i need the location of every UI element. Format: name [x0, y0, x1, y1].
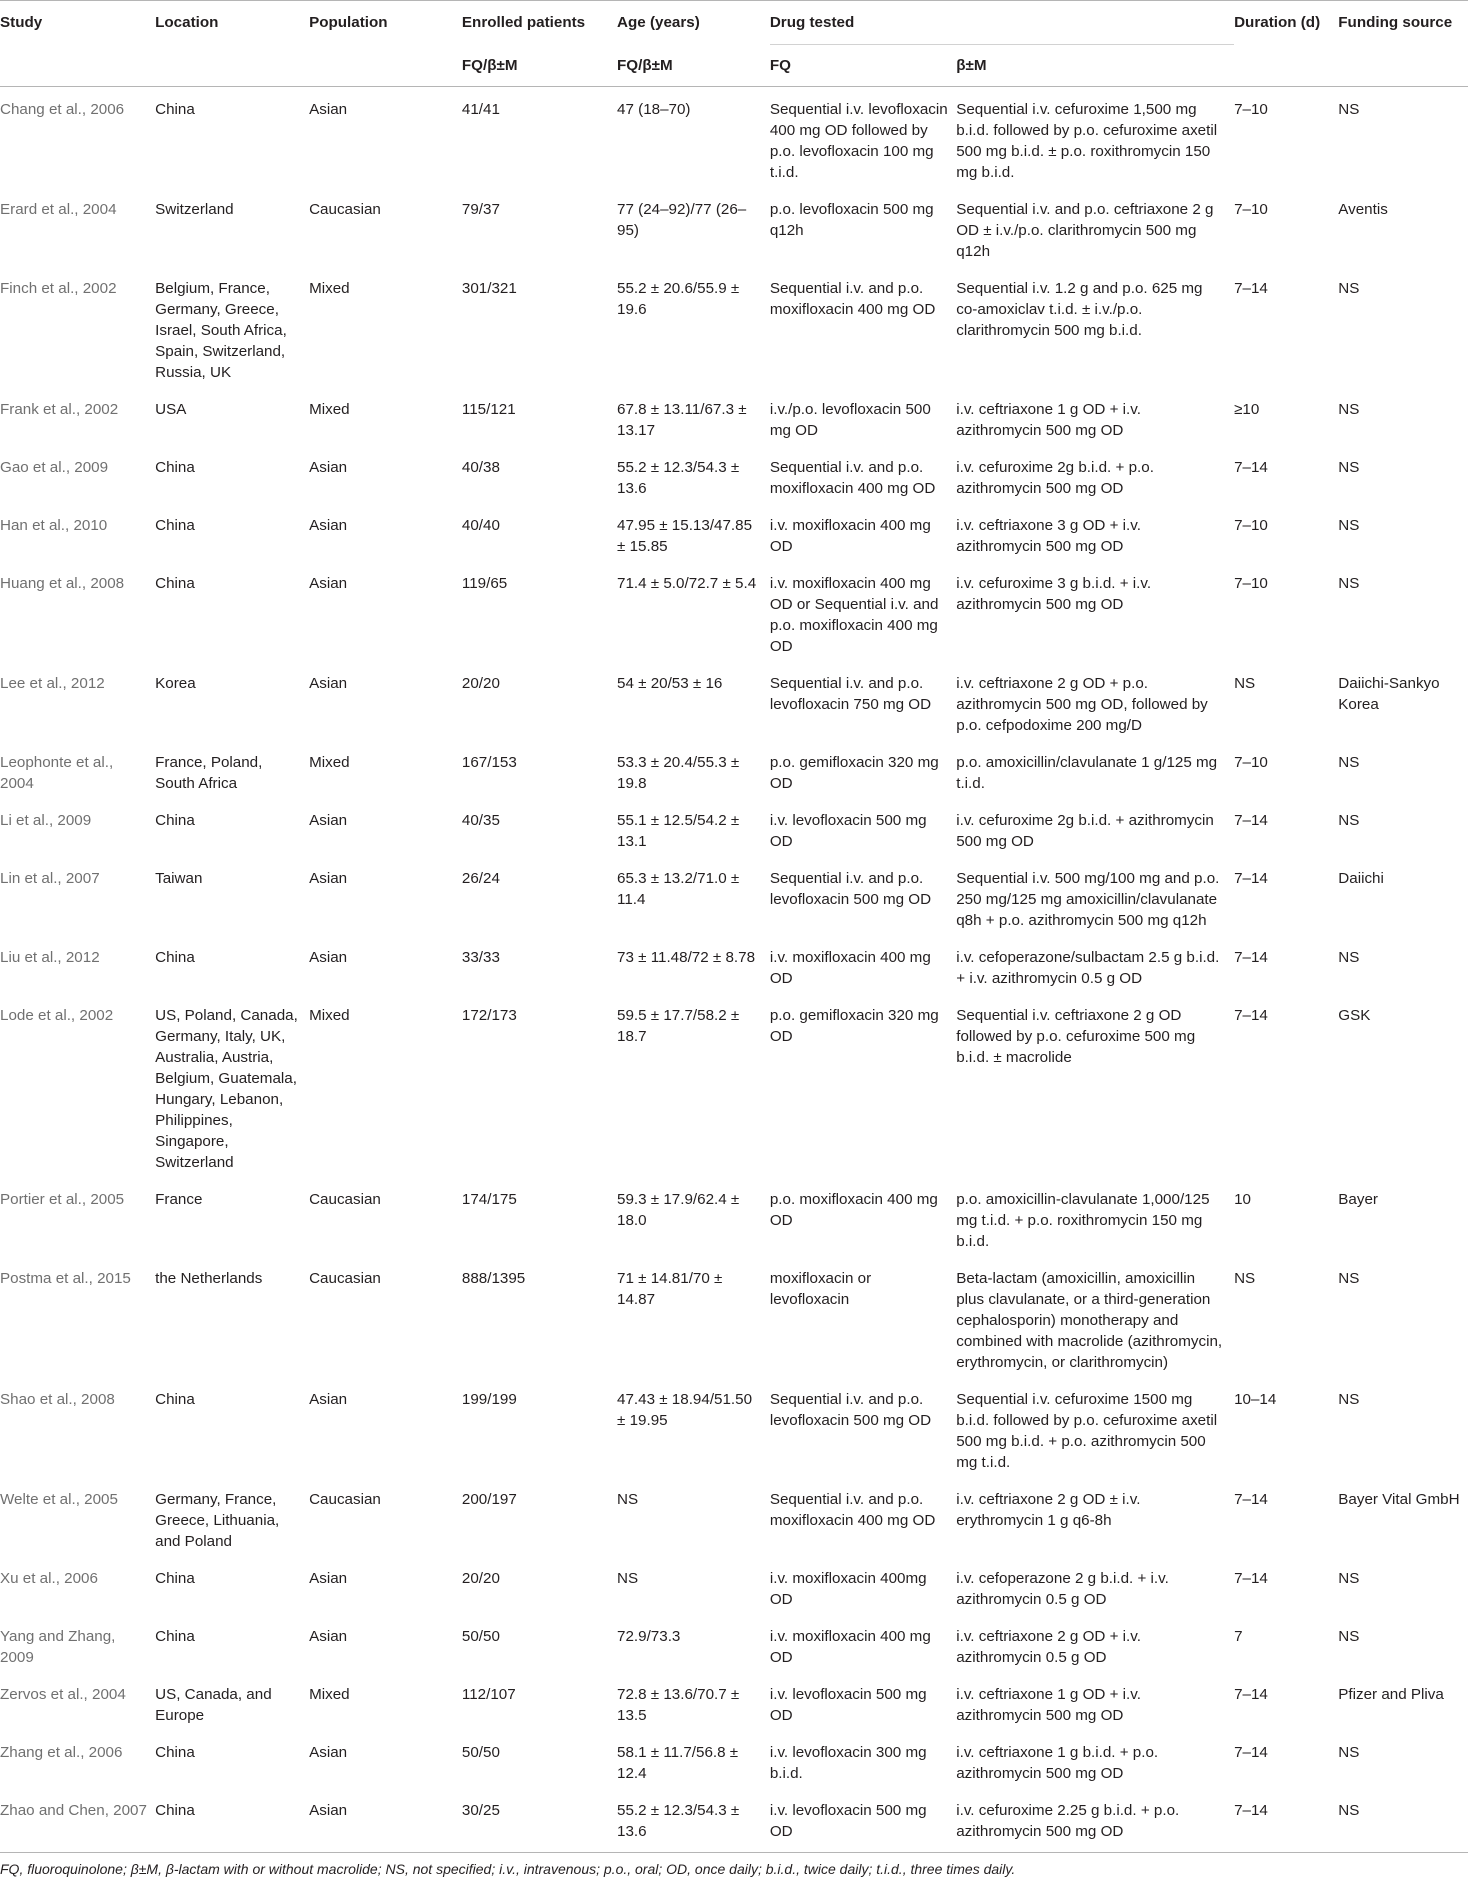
duration-cell: NS: [1234, 1259, 1338, 1380]
population-cell: Asian: [309, 938, 462, 996]
fq-drug-cell: Sequential i.v. and p.o. moxifloxacin 400 mg OD: [770, 448, 956, 506]
location-cell: China: [155, 1733, 309, 1791]
beta-lactam-drug-cell: Sequential i.v. ceftriaxone 2 g OD followed by p.o. cefuroxime 500 mg b.i.d. ± macrolide: [956, 996, 1234, 1180]
table-row: [0, 506, 1468, 564]
enrolled-cell: 40/38: [462, 448, 617, 506]
population-cell: Caucasian: [309, 1259, 462, 1380]
fq-drug-cell: Sequential i.v. levofloxacin 400 mg OD followed by p.o. levofloxacin 100 mg t.i.d.: [770, 87, 956, 191]
header-drug-tested: Drug tested: [770, 1, 1234, 45]
population-cell: Mixed: [309, 1675, 462, 1733]
beta-lactam-drug-cell: i.v. cefuroxime 2g b.i.d. + azithromycin 500 mg OD: [956, 801, 1234, 859]
fq-drug-cell: i.v. levofloxacin 500 mg OD: [770, 801, 956, 859]
table-row: [0, 1559, 1468, 1617]
age-cell: 59.5 ± 17.7/58.2 ± 18.7: [617, 996, 770, 1180]
beta-lactam-drug-cell: i.v. ceftriaxone 1 g b.i.d. + p.o. azithromycin 500 mg OD: [956, 1733, 1234, 1791]
subheader-fq: FQ: [770, 45, 956, 87]
population-cell: Caucasian: [309, 1480, 462, 1559]
study-cell: Portier et al., 2005: [0, 1180, 155, 1259]
enrolled-cell: 167/153: [462, 743, 617, 801]
fq-drug-cell: p.o. gemifloxacin 320 mg OD: [770, 743, 956, 801]
duration-cell: 7–14: [1234, 801, 1338, 859]
study-cell: Gao et al., 2009: [0, 448, 155, 506]
location-cell: China: [155, 506, 309, 564]
study-cell: Welte et al., 2005: [0, 1480, 155, 1559]
enrolled-cell: 40/35: [462, 801, 617, 859]
location-cell: Switzerland: [155, 190, 309, 269]
fq-drug-cell: p.o. moxifloxacin 400 mg OD: [770, 1180, 956, 1259]
study-cell: Lin et al., 2007: [0, 859, 155, 938]
enrolled-cell: 172/173: [462, 996, 617, 1180]
funding-cell: NS: [1338, 269, 1468, 390]
funding-cell: Daiichi-Sankyo Korea: [1338, 664, 1468, 743]
fq-drug-cell: i.v. levofloxacin 500 mg OD: [770, 1791, 956, 1853]
duration-cell: 10: [1234, 1180, 1338, 1259]
population-cell: Asian: [309, 448, 462, 506]
funding-cell: Bayer Vital GmbH: [1338, 1480, 1468, 1559]
beta-lactam-drug-cell: Sequential i.v. and p.o. ceftriaxone 2 g OD ± i.v./p.o. clarithromycin 500 mg q12h: [956, 190, 1234, 269]
beta-lactam-drug-cell: i.v. cefoperazone 2 g b.i.d. + i.v. azithromycin 0.5 g OD: [956, 1559, 1234, 1617]
duration-cell: 7: [1234, 1617, 1338, 1675]
population-cell: Asian: [309, 87, 462, 191]
age-cell: 71.4 ± 5.0/72.7 ± 5.4: [617, 564, 770, 664]
duration-cell: 7–10: [1234, 87, 1338, 191]
age-cell: 55.2 ± 20.6/55.9 ± 19.6: [617, 269, 770, 390]
funding-cell: NS: [1338, 506, 1468, 564]
population-cell: Asian: [309, 801, 462, 859]
age-cell: 71 ± 14.81/70 ± 14.87: [617, 1259, 770, 1380]
location-cell: China: [155, 1617, 309, 1675]
table-row: [0, 938, 1468, 996]
beta-lactam-drug-cell: i.v. cefoperazone/sulbactam 2.5 g b.i.d. + i.v. azithromycin 0.5 g OD: [956, 938, 1234, 996]
study-cell: Liu et al., 2012: [0, 938, 155, 996]
header-row: [0, 1, 1468, 45]
fq-drug-cell: i.v./p.o. levofloxacin 500 mg OD: [770, 390, 956, 448]
duration-cell: NS: [1234, 664, 1338, 743]
table-row: [0, 1617, 1468, 1675]
age-cell: 55.1 ± 12.5/54.2 ± 13.1: [617, 801, 770, 859]
enrolled-cell: 50/50: [462, 1617, 617, 1675]
funding-cell: Daiichi: [1338, 859, 1468, 938]
footnote: FQ, fluoroquinolone; β±M, β-lactam with or without macrolide; NS, not specified; i.v., intravenous; p.o., oral; OD, once daily; b.i.d., twice daily; t.i.d., three times daily.: [0, 1853, 1468, 1886]
age-cell: 58.1 ± 11.7/56.8 ± 12.4: [617, 1733, 770, 1791]
population-cell: Mixed: [309, 996, 462, 1180]
age-cell: 65.3 ± 13.2/71.0 ± 11.4: [617, 859, 770, 938]
study-cell: Leophonte et al., 2004: [0, 743, 155, 801]
population-cell: Asian: [309, 1733, 462, 1791]
enrolled-cell: 40/40: [462, 506, 617, 564]
duration-cell: 7–14: [1234, 1559, 1338, 1617]
age-cell: 47.95 ± 15.13/47.85 ± 15.85: [617, 506, 770, 564]
study-cell: Lode et al., 2002: [0, 996, 155, 1180]
funding-cell: Pfizer and Pliva: [1338, 1675, 1468, 1733]
age-cell: 72.9/73.3: [617, 1617, 770, 1675]
age-cell: 77 (24–92)/77 (26–95): [617, 190, 770, 269]
table-row: [0, 743, 1468, 801]
fq-drug-cell: moxifloxacin or levofloxacin: [770, 1259, 956, 1380]
enrolled-cell: 20/20: [462, 1559, 617, 1617]
table-row: [0, 448, 1468, 506]
study-cell: Lee et al., 2012: [0, 664, 155, 743]
beta-lactam-drug-cell: Sequential i.v. 500 mg/100 mg and p.o. 250 mg/125 mg amoxicillin/clavulanate q8h + p.o. azithromycin 500 mg q12h: [956, 859, 1234, 938]
duration-cell: 7–14: [1234, 1733, 1338, 1791]
enrolled-cell: 41/41: [462, 87, 617, 191]
beta-lactam-drug-cell: Sequential i.v. cefuroxime 1,500 mg b.i.d. followed by p.o. cefuroxime axetil 500 mg b.i.d. ± p.o. roxithromycin 150 mg b.i.d.: [956, 87, 1234, 191]
population-cell: Asian: [309, 1617, 462, 1675]
fq-drug-cell: p.o. gemifloxacin 320 mg OD: [770, 996, 956, 1180]
population-cell: Asian: [309, 1380, 462, 1480]
population-cell: Caucasian: [309, 1180, 462, 1259]
enrolled-cell: 115/121: [462, 390, 617, 448]
duration-cell: 7–14: [1234, 1791, 1338, 1853]
study-cell: Erard et al., 2004: [0, 190, 155, 269]
population-cell: Asian: [309, 564, 462, 664]
study-cell: Chang et al., 2006: [0, 87, 155, 191]
header-population: Population: [309, 1, 462, 87]
funding-cell: NS: [1338, 564, 1468, 664]
duration-cell: 7–10: [1234, 564, 1338, 664]
study-cell: Yang and Zhang, 2009: [0, 1617, 155, 1675]
study-cell: Xu et al., 2006: [0, 1559, 155, 1617]
fq-drug-cell: i.v. moxifloxacin 400 mg OD or Sequential i.v. and p.o. moxifloxacin 400 mg OD: [770, 564, 956, 664]
enrolled-cell: 79/37: [462, 190, 617, 269]
age-cell: 47 (18–70): [617, 87, 770, 191]
enrolled-cell: 30/25: [462, 1791, 617, 1853]
age-cell: 54 ± 20/53 ± 16: [617, 664, 770, 743]
beta-lactam-drug-cell: i.v. ceftriaxone 1 g OD + i.v. azithromycin 500 mg OD: [956, 390, 1234, 448]
fq-drug-cell: i.v. moxifloxacin 400mg OD: [770, 1559, 956, 1617]
header-study: Study: [0, 1, 155, 87]
location-cell: Korea: [155, 664, 309, 743]
table-row: [0, 1791, 1468, 1853]
table-row: [0, 1380, 1468, 1480]
header-location: Location: [155, 1, 309, 87]
age-cell: 47.43 ± 18.94/51.50 ± 19.95: [617, 1380, 770, 1480]
table-row: [0, 390, 1468, 448]
location-cell: China: [155, 1380, 309, 1480]
subheader-enrolled: FQ/β±M: [462, 45, 617, 87]
study-cell: Finch et al., 2002: [0, 269, 155, 390]
beta-lactam-drug-cell: p.o. amoxicillin/clavulanate 1 g/125 mg t.i.d.: [956, 743, 1234, 801]
study-cell: Li et al., 2009: [0, 801, 155, 859]
footnote-row: [0, 1853, 1468, 1886]
table-row: [0, 1480, 1468, 1559]
fq-drug-cell: Sequential i.v. and p.o. levofloxacin 500 mg OD: [770, 859, 956, 938]
location-cell: Belgium, France, Germany, Greece, Israel, South Africa, Spain, Switzerland, Russia, UK: [155, 269, 309, 390]
location-cell: France, Poland, South Africa: [155, 743, 309, 801]
population-cell: Asian: [309, 1559, 462, 1617]
population-cell: Mixed: [309, 269, 462, 390]
study-cell: Frank et al., 2002: [0, 390, 155, 448]
table-row: [0, 859, 1468, 938]
age-cell: 59.3 ± 17.9/62.4 ± 18.0: [617, 1180, 770, 1259]
location-cell: China: [155, 1559, 309, 1617]
population-cell: Asian: [309, 664, 462, 743]
beta-lactam-drug-cell: p.o. amoxicillin-clavulanate 1,000/125 mg t.i.d. + p.o. roxithromycin 150 mg b.i.d.: [956, 1180, 1234, 1259]
header-age: Age (years): [617, 1, 770, 45]
header-duration: Duration (d): [1234, 1, 1338, 87]
table-body: [0, 87, 1468, 1853]
fq-drug-cell: i.v. moxifloxacin 400 mg OD: [770, 1617, 956, 1675]
funding-cell: NS: [1338, 743, 1468, 801]
table-row: [0, 1180, 1468, 1259]
study-cell: Zhang et al., 2006: [0, 1733, 155, 1791]
enrolled-cell: 26/24: [462, 859, 617, 938]
age-cell: 53.3 ± 20.4/55.3 ± 19.8: [617, 743, 770, 801]
location-cell: USA: [155, 390, 309, 448]
location-cell: Germany, France, Greece, Lithuania, and Poland: [155, 1480, 309, 1559]
beta-lactam-drug-cell: Beta-lactam (amoxicillin, amoxicillin plus clavulanate, or a third-generation cephalosporin) monotherapy and combined with macrolide (azithromycin, erythromycin, or clarithromycin): [956, 1259, 1234, 1380]
beta-lactam-drug-cell: i.v. ceftriaxone 2 g OD + p.o. azithromycin 500 mg OD, followed by p.o. cefpodoxime 200 mg/D: [956, 664, 1234, 743]
beta-lactam-drug-cell: i.v. ceftriaxone 2 g OD + i.v. azithromycin 0.5 g OD: [956, 1617, 1234, 1675]
duration-cell: 10–14: [1234, 1380, 1338, 1480]
table-row: [0, 190, 1468, 269]
beta-lactam-drug-cell: i.v. cefuroxime 2g b.i.d. + p.o. azithromycin 500 mg OD: [956, 448, 1234, 506]
table-footer: [0, 1853, 1468, 1886]
funding-cell: NS: [1338, 1380, 1468, 1480]
fq-drug-cell: Sequential i.v. and p.o. levofloxacin 750 mg OD: [770, 664, 956, 743]
population-cell: Asian: [309, 506, 462, 564]
funding-cell: NS: [1338, 1733, 1468, 1791]
table-header: [0, 1, 1468, 87]
funding-cell: NS: [1338, 1617, 1468, 1675]
population-cell: Asian: [309, 1791, 462, 1853]
enrolled-cell: 199/199: [462, 1380, 617, 1480]
funding-cell: Aventis: [1338, 190, 1468, 269]
age-cell: 55.2 ± 12.3/54.3 ± 13.6: [617, 448, 770, 506]
funding-cell: NS: [1338, 938, 1468, 996]
location-cell: US, Poland, Canada, Germany, Italy, UK, Australia, Austria, Belgium, Guatemala, Hungary, Lebanon, Philippines, Singapore, Switzerland: [155, 996, 309, 1180]
table-row: [0, 269, 1468, 390]
duration-cell: 7–14: [1234, 1480, 1338, 1559]
enrolled-cell: 888/1395: [462, 1259, 617, 1380]
duration-cell: 7–14: [1234, 938, 1338, 996]
table-row: [0, 664, 1468, 743]
age-cell: 73 ± 11.48/72 ± 8.78: [617, 938, 770, 996]
beta-lactam-drug-cell: Sequential i.v. 1.2 g and p.o. 625 mg co-amoxiclav t.i.d. ± i.v./p.o. clarithromycin 500 mg b.i.d.: [956, 269, 1234, 390]
location-cell: the Netherlands: [155, 1259, 309, 1380]
enrolled-cell: 20/20: [462, 664, 617, 743]
enrolled-cell: 112/107: [462, 1675, 617, 1733]
location-cell: China: [155, 564, 309, 664]
funding-cell: NS: [1338, 1559, 1468, 1617]
study-cell: Huang et al., 2008: [0, 564, 155, 664]
duration-cell: 7–10: [1234, 506, 1338, 564]
duration-cell: 7–14: [1234, 1675, 1338, 1733]
duration-cell: ≥10: [1234, 390, 1338, 448]
study-cell: Postma et al., 2015: [0, 1259, 155, 1380]
study-cell: Shao et al., 2008: [0, 1380, 155, 1480]
fq-drug-cell: i.v. moxifloxacin 400 mg OD: [770, 506, 956, 564]
funding-cell: GSK: [1338, 996, 1468, 1180]
duration-cell: 7–14: [1234, 269, 1338, 390]
location-cell: China: [155, 448, 309, 506]
location-cell: Taiwan: [155, 859, 309, 938]
study-cell: Zervos et al., 2004: [0, 1675, 155, 1733]
table-row: [0, 996, 1468, 1180]
beta-lactam-drug-cell: i.v. ceftriaxone 3 g OD + i.v. azithromycin 500 mg OD: [956, 506, 1234, 564]
fq-drug-cell: i.v. levofloxacin 300 mg b.i.d.: [770, 1733, 956, 1791]
funding-cell: NS: [1338, 801, 1468, 859]
duration-cell: 7–14: [1234, 448, 1338, 506]
table-row: [0, 87, 1468, 191]
funding-cell: NS: [1338, 390, 1468, 448]
population-cell: Asian: [309, 859, 462, 938]
beta-lactam-drug-cell: i.v. cefuroxime 2.25 g b.i.d. + p.o. azithromycin 500 mg OD: [956, 1791, 1234, 1853]
location-cell: France: [155, 1180, 309, 1259]
beta-lactam-drug-cell: i.v. ceftriaxone 1 g OD + i.v. azithromycin 500 mg OD: [956, 1675, 1234, 1733]
table-row: [0, 801, 1468, 859]
age-cell: 72.8 ± 13.6/70.7 ± 13.5: [617, 1675, 770, 1733]
duration-cell: 7–14: [1234, 859, 1338, 938]
study-cell: Han et al., 2010: [0, 506, 155, 564]
funding-cell: NS: [1338, 448, 1468, 506]
population-cell: Mixed: [309, 390, 462, 448]
header-enrolled: Enrolled patients: [462, 1, 617, 45]
population-cell: Mixed: [309, 743, 462, 801]
enrolled-cell: 119/65: [462, 564, 617, 664]
duration-cell: 7–14: [1234, 996, 1338, 1180]
table-row: [0, 564, 1468, 664]
location-cell: China: [155, 801, 309, 859]
enrolled-cell: 33/33: [462, 938, 617, 996]
enrolled-cell: 174/175: [462, 1180, 617, 1259]
enrolled-cell: 301/321: [462, 269, 617, 390]
duration-cell: 7–10: [1234, 743, 1338, 801]
beta-lactam-drug-cell: i.v. cefuroxime 3 g b.i.d. + i.v. azithromycin 500 mg OD: [956, 564, 1234, 664]
duration-cell: 7–10: [1234, 190, 1338, 269]
funding-cell: NS: [1338, 1259, 1468, 1380]
fq-drug-cell: Sequential i.v. and p.o. moxifloxacin 400 mg OD: [770, 269, 956, 390]
table-row: [0, 1675, 1468, 1733]
fq-drug-cell: Sequential i.v. and p.o. moxifloxacin 400 mg OD: [770, 1480, 956, 1559]
location-cell: China: [155, 87, 309, 191]
fq-drug-cell: Sequential i.v. and p.o. levofloxacin 500 mg OD: [770, 1380, 956, 1480]
location-cell: US, Canada, and Europe: [155, 1675, 309, 1733]
funding-cell: NS: [1338, 87, 1468, 191]
age-cell: NS: [617, 1559, 770, 1617]
enrolled-cell: 50/50: [462, 1733, 617, 1791]
population-cell: Caucasian: [309, 190, 462, 269]
age-cell: 55.2 ± 12.3/54.3 ± 13.6: [617, 1791, 770, 1853]
table-row: [0, 1733, 1468, 1791]
age-cell: NS: [617, 1480, 770, 1559]
funding-cell: NS: [1338, 1791, 1468, 1853]
beta-lactam-drug-cell: i.v. ceftriaxone 2 g OD ± i.v. erythromycin 1 g q6-8h: [956, 1480, 1234, 1559]
location-cell: China: [155, 938, 309, 996]
beta-lactam-drug-cell: Sequential i.v. cefuroxime 1500 mg b.i.d. followed by p.o. cefuroxime axetil 500 mg b.i.d. + p.o. azithromycin 500 mg t.i.d.: [956, 1380, 1234, 1480]
fq-drug-cell: p.o. levofloxacin 500 mg q12h: [770, 190, 956, 269]
location-cell: China: [155, 1791, 309, 1853]
subheader-beta-lactam: β±M: [956, 45, 1234, 87]
fq-drug-cell: i.v. moxifloxacin 400 mg OD: [770, 938, 956, 996]
enrolled-cell: 200/197: [462, 1480, 617, 1559]
funding-cell: Bayer: [1338, 1180, 1468, 1259]
subheader-age: FQ/β±M: [617, 45, 770, 87]
age-cell: 67.8 ± 13.11/67.3 ± 13.17: [617, 390, 770, 448]
header-funding: Funding source: [1338, 1, 1468, 87]
study-cell: Zhao and Chen, 2007: [0, 1791, 155, 1853]
fq-drug-cell: i.v. levofloxacin 500 mg OD: [770, 1675, 956, 1733]
table-row: [0, 1259, 1468, 1380]
